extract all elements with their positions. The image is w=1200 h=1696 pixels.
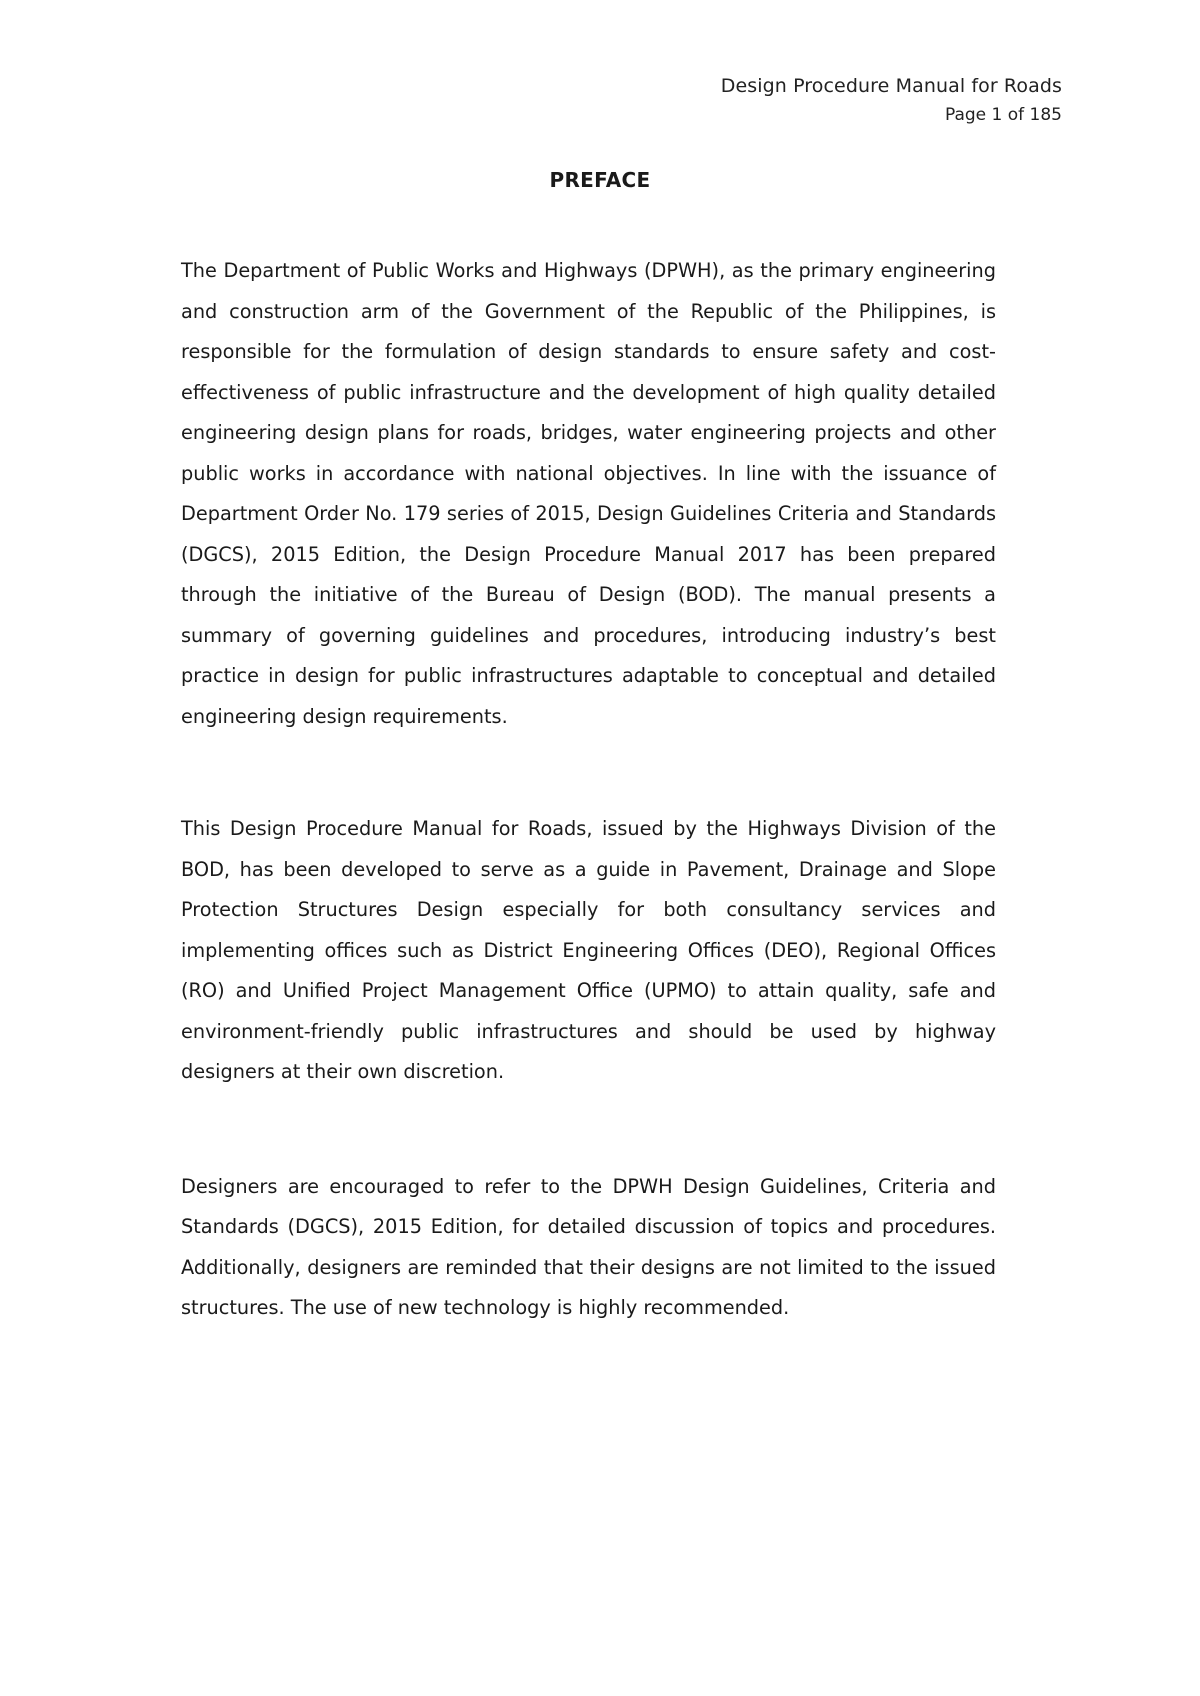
preface-paragraph-1: The Department of Public Works and Highways (DPWH), as the primary engineering and construction arm of the Government of the Republic of the Philippines, is responsible for the formulation of design standards to ensure safety and cost-effectiveness of public infrastructure and the development of high quality detailed engineering design plans for roads, bridges, water engineering projects and other public works in accordance with national objectives. In line with the issuance of Department Order No. 179 series of 2015, Design Guidelines Criteria and Standards (DGCS), 2015 Edition, the Design Procedure Manual 2017 has been prepared through the initiative of the Bureau of Design (BOD). The manual presents a summary of governing guidelines and procedures, introducing industry’s best practice in design for public infrastructures adaptable to conceptual and detailed engineering design requirements. [181, 259, 996, 728]
preface-paragraph-2: This Design Procedure Manual for Roads, issued by the Highways Division of the BOD, has been developed to serve as a guide in Pavement, Drainage and Slope Protection Structures Design especially for both consultancy services and implementing offices such as District Engineering Offices (DEO), Regional Offices (RO) and Unified Project Management Office (UPMO) to attain quality, safe and environment-friendly public infrastructures and should be used by highway designers at their own discretion. [181, 817, 996, 1083]
page-header [721, 72, 1062, 130]
page-indicator: Page 1 of 185 [944, 105, 1062, 125]
document-title: Design Procedure Manual for Roads [720, 75, 1062, 97]
section-title: PREFACE [549, 168, 651, 192]
preface-paragraph-3: Designers are encouraged to refer to the DPWH Design Guidelines, Criteria and Standards (DGCS), 2015 Edition, for detailed discussion of topics and procedures. Additionally, designers are reminded that their designs are not limited to the issued structures. The use of new technology is highly recommended. [181, 1174, 996, 1319]
document-body [181, 251, 996, 1329]
